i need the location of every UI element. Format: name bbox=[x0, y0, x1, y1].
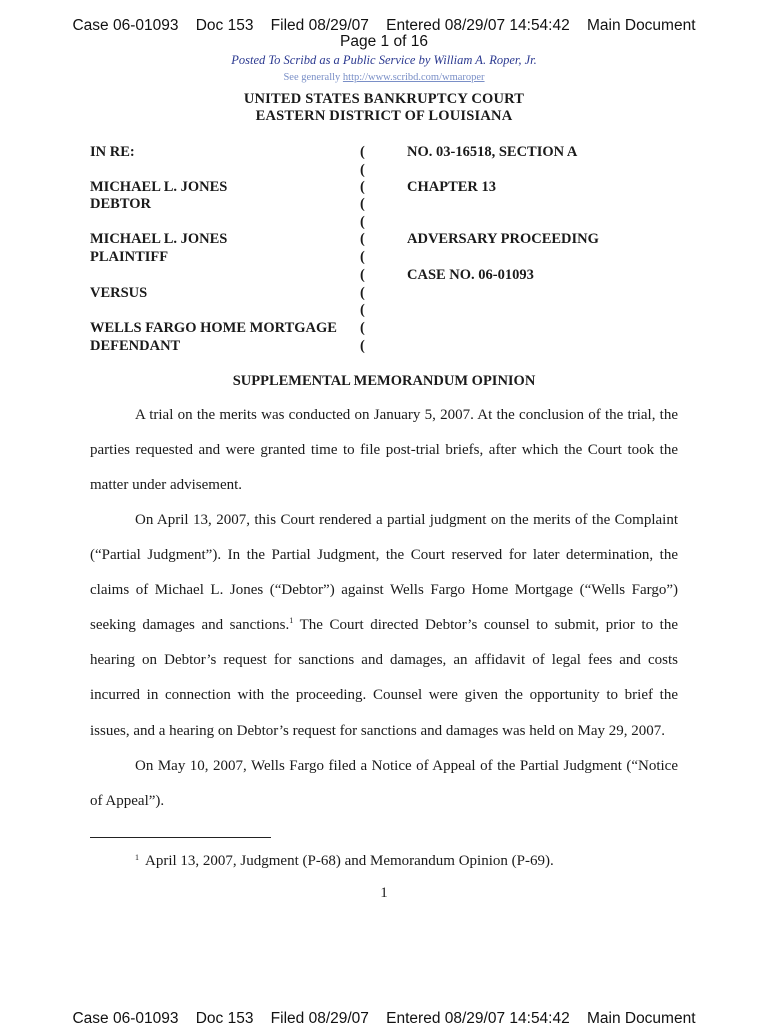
caption-paren: ( bbox=[360, 285, 365, 301]
footer-entered: Entered 08/29/07 14:54:42 bbox=[386, 1010, 570, 1027]
caption-paren: ( bbox=[360, 162, 365, 178]
footer-main: Main Document bbox=[586, 1010, 696, 1027]
caption-defendant-name: WELLS FARGO HOME MORTGAGE bbox=[90, 320, 337, 336]
header-doc: Doc 153 bbox=[195, 17, 254, 34]
court-district: EASTERN DISTRICT OF LOUISIANA bbox=[255, 108, 513, 124]
header-main: Main Document bbox=[586, 17, 696, 34]
footnote bbox=[135, 853, 554, 870]
paragraph-1-text: A trial on the merits was conducted on January 5, 2007. At the conclusion of the trial, the parties requested and were granted time to file post-trial briefs, after which the Court took the matter under advisement. bbox=[90, 407, 678, 494]
see-generally-prefix: See generally bbox=[283, 72, 343, 83]
paragraph-3 bbox=[90, 749, 678, 819]
caption-paren: ( bbox=[360, 179, 365, 195]
paragraph-2-text-b: The Court directed Debtor’s counsel to submit, prior to the hearing on Debtor’s request for sanctions and damages, an affidavit of legal fees and costs incurred in connection with the proceeding. Counsel were given the opportunity to brief the issues, and a hearing on Debtor’s request for sanctions and damages was held on May 29, 2007. bbox=[90, 617, 678, 739]
footer-filed: Filed 08/29/07 bbox=[270, 1010, 369, 1027]
filing-footer bbox=[0, 1010, 768, 1028]
caption-debtor-role: DEBTOR bbox=[90, 196, 151, 212]
document-title: SUPPLEMENTAL MEMORANDUM OPINION bbox=[232, 373, 536, 389]
paragraph-2-text-a: On April 13, 2007, this Court rendered a partial judgment on the merits of the Complaint (“Partial Judgment”). In the Partial Judgment, the Court reserved for later determination, the claims of Michael L. Jones (“Debtor”) against Wells Fargo Home Mortgage (“Wells Fargo”) seeking damages and sanctions. bbox=[90, 512, 678, 634]
caption-defendant-role: DEFENDANT bbox=[90, 338, 181, 354]
caption-paren: ( bbox=[360, 302, 365, 318]
caption-paren: ( bbox=[360, 338, 365, 354]
header-page: Page 1 of 16 bbox=[340, 33, 428, 50]
caption-debtor-name: MICHAEL L. JONES bbox=[90, 179, 228, 195]
see-generally bbox=[0, 72, 768, 83]
header-case: Case 06-01093 bbox=[72, 17, 179, 34]
paragraph-2 bbox=[90, 503, 678, 749]
caption-paren: ( bbox=[360, 267, 365, 283]
scribd-link[interactable]: http://www.scribd.com/wmaroper bbox=[342, 72, 485, 83]
page-number: 1 bbox=[380, 885, 388, 901]
footnote-marker: 1 bbox=[135, 853, 139, 862]
caption-plaintiff-name: MICHAEL L. JONES bbox=[90, 231, 228, 247]
posted-notice: Posted To Scribd as a Public Service by William A. Roper, Jr. bbox=[231, 53, 537, 67]
caption-case-no: NO. 03-16518, SECTION A bbox=[407, 144, 578, 160]
caption-chapter: CHAPTER 13 bbox=[407, 179, 497, 195]
court-name: UNITED STATES BANKRUPTCY COURT bbox=[243, 91, 525, 107]
paragraph-3-text: On May 10, 2007, Wells Fargo filed a Notice of Appeal of the Partial Judgment (“Notice of Appeal”). bbox=[90, 758, 678, 810]
footnote-text: April 13, 2007, Judgment (P-68) and Memorandum Opinion (P-69). bbox=[145, 853, 554, 869]
caption-paren: ( bbox=[360, 231, 365, 247]
footer-case: Case 06-01093 bbox=[72, 1010, 179, 1027]
caption-paren: ( bbox=[360, 320, 365, 336]
caption-paren: ( bbox=[360, 249, 365, 265]
footnote-divider bbox=[90, 837, 271, 838]
caption-plaintiff-role: PLAINTIFF bbox=[90, 249, 169, 265]
footnote-ref[interactable]: 1 bbox=[289, 616, 294, 626]
header-entered: Entered 08/29/07 14:54:42 bbox=[386, 17, 570, 34]
caption-in-re: IN RE: bbox=[90, 144, 135, 160]
caption-paren: ( bbox=[360, 196, 365, 212]
caption-adversary: ADVERSARY PROCEEDING bbox=[407, 231, 599, 247]
header-filed: Filed 08/29/07 bbox=[270, 17, 369, 34]
caption-paren: ( bbox=[360, 214, 365, 230]
caption-adv-case-no: CASE NO. 06-01093 bbox=[407, 267, 534, 283]
caption-paren: ( bbox=[360, 144, 365, 160]
paragraph-1 bbox=[90, 398, 678, 503]
caption-versus: VERSUS bbox=[90, 285, 148, 301]
footer-doc: Doc 153 bbox=[195, 1010, 254, 1027]
